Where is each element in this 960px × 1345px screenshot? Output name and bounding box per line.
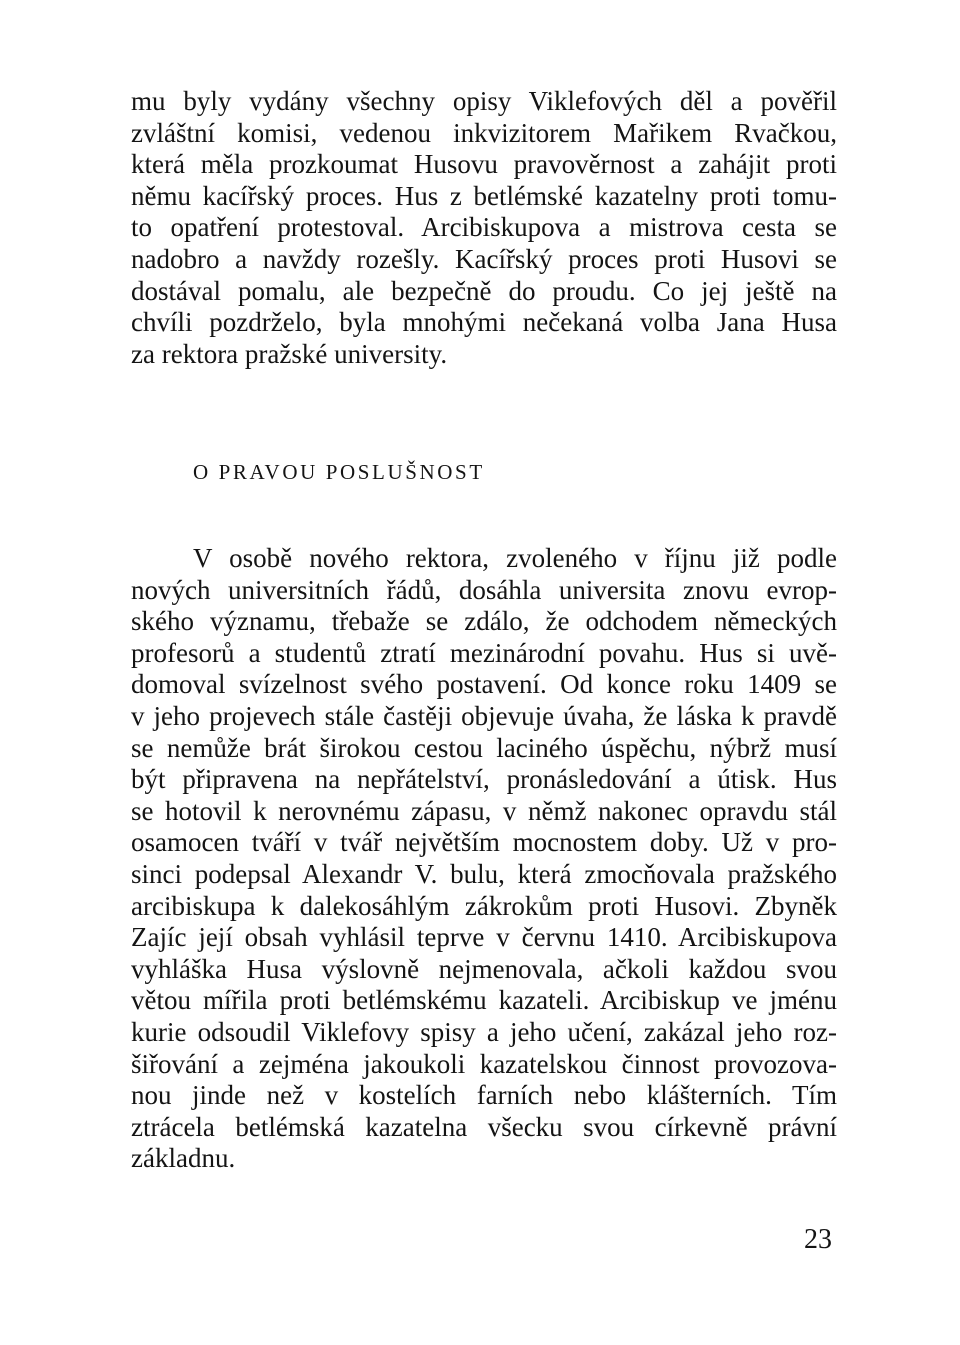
text-line: dostával pomalu, ale bezpečně do proudu. Co jej ještě na <box>131 275 837 306</box>
text-line: to opatření protestoval. Arcibiskupova a mistrova cesta se <box>131 212 837 243</box>
paragraph-continued <box>131 86 837 370</box>
text-line: osamocen tváří v tvář největším mocnostem doby. Už v pro- <box>131 827 837 858</box>
text-line: šiřování a zejména jakoukoli kazatelskou činnost provozova- <box>131 1048 837 1079</box>
text-line: sinci podepsal Alexandr V. bulu, která zmocňovala pražského <box>131 858 837 889</box>
text-line: nadobro a navždy rozešly. Kacířský proces proti Husovi se <box>131 243 837 274</box>
text-line: Zajíc její obsah vyhlásil teprve v červnu 1410. Arcibiskupova <box>131 922 837 953</box>
text-line: ztrácela betlémská kazatelna všecku svou církevně právní <box>131 1111 837 1142</box>
section-heading: O PRAVOU POSLUŠNOST <box>193 460 485 484</box>
text-line: kurie odsoudil Viklefovy spisy a jeho učení, zakázal jeho roz- <box>131 1016 837 1047</box>
text-line: v jeho projevech stále častěji objevuje úvaha, že láska k pravdě <box>131 700 837 731</box>
text-line: větou mířila proti betlémskému kazateli. Arcibiskup ve jménu <box>131 985 837 1016</box>
text-line: ského významu, třebaže se zdálo, že odchodem německých <box>131 606 837 637</box>
text-line: zvláštní komisi, vedenou inkvizitorem Mařikem Rvačkou, <box>131 117 837 148</box>
text-line: základnu. <box>131 1143 236 1174</box>
text-line: profesorů a studentů ztratí mezinárodní povahu. Hus si uvě- <box>131 637 837 668</box>
page-number: 23 <box>804 1224 832 1255</box>
text-line: nových universitních řádů, dosáhla universita znovu evrop- <box>131 574 837 605</box>
text-line: se hotovil k nerovnému zápasu, v němž nakonec opravdu stál <box>131 795 837 826</box>
text-line: němu kacířský proces. Hus z betlémské kazatelny proti tomu- <box>131 180 837 211</box>
text-line: za rektora pražské university. <box>131 338 448 369</box>
text-line: se nemůže brát širokou cestou laciného úspěchu, nýbrž musí <box>131 732 837 763</box>
text-line: která měla prozkoumat Husovu pravověrnost a zahájit proti <box>131 149 837 180</box>
text-line: V osobě nového rektora, zvoleného v říjnu již podle <box>193 543 837 573</box>
text-line: chvíli pozdrželo, byla mnohými nečekaná volba Jana Husa <box>131 307 837 338</box>
text-line: být připravena na nepřátelství, pronásledování a útisk. Hus <box>131 764 837 795</box>
text-line: domoval svízelnost svého postavení. Od konce roku 1409 se <box>131 669 837 700</box>
text-line: arcibiskupa k dalekosáhlým zákrokům proti Husovi. Zbyněk <box>131 890 837 921</box>
text-line: nou jinde než v kostelích farních nebo klášterních. Tím <box>131 1080 837 1111</box>
text-line: mu byly vydány všechny opisy Viklefových děl a pověřil <box>131 86 837 116</box>
text-line: vyhláška Husa výslovně nejmenovala, ačkoli každou svou <box>131 953 837 984</box>
paragraph-main <box>131 543 837 1175</box>
